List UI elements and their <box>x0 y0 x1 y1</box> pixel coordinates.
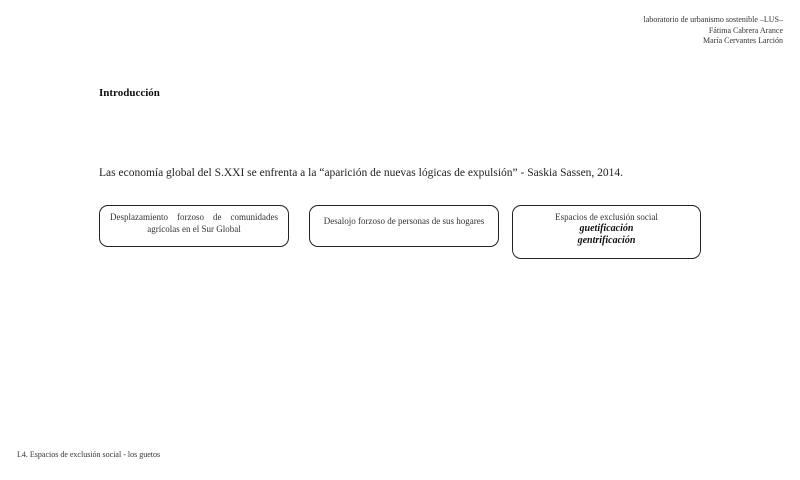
box-agricultural-displacement <box>99 205 289 247</box>
section-heading: Introducción <box>99 87 160 99</box>
credit-author-2: María Cervantes Larción <box>703 36 783 45</box>
footer-label: L4. Espacios de exclusión social - los guetos <box>17 450 161 459</box>
box-social-exclusion <box>512 205 701 259</box>
box-social-exclusion-text: Espacios de exclusión social <box>555 212 658 222</box>
credits-block <box>643 15 783 47</box>
ghettoization-term: guetificación <box>579 223 634 234</box>
box-agricultural-displacement-text: Desplazamiento forzoso de comunidades agrícolas en el Sur Global <box>110 212 278 234</box>
credit-lab: laboratorio de urbanismo sostenible –LUS– <box>643 15 783 24</box>
box-forced-eviction <box>309 205 499 247</box>
box-forced-eviction-text: Desalojo forzoso de personas de sus hogares <box>323 216 485 226</box>
intro-text: Las economía global del S.XXI se enfrenta a la “aparición de nuevas lógicas de expulsión” - Saskia Sassen, 2014. <box>99 167 624 179</box>
credit-author-1: Fátima Cabrera Arance <box>708 25 783 35</box>
gentrification-term: gentrificación <box>577 235 636 246</box>
